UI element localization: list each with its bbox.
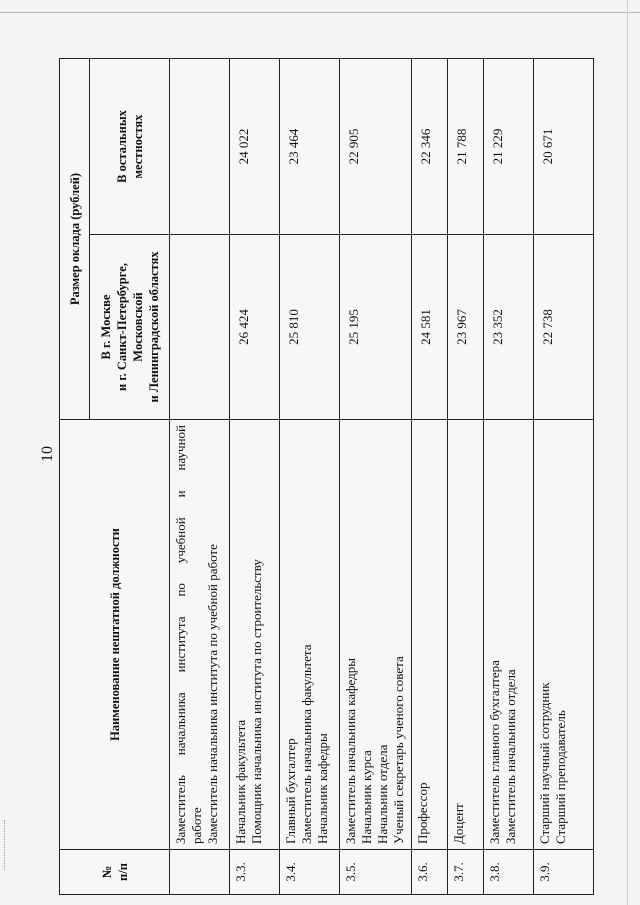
position-title: работе [189, 807, 204, 844]
position-title: Заместитель главного бухгалтера [487, 660, 502, 844]
position-title: Заместитель начальника факультета [299, 644, 314, 844]
position-cell [280, 420, 340, 850]
page-number: 10 [39, 446, 56, 462]
salary-other: 22 346 [412, 59, 448, 235]
salary-other: 20 671 [534, 59, 594, 235]
header-salary-group: Размер оклада (рублей) [60, 59, 90, 420]
table-row [448, 59, 484, 895]
position-cell [340, 420, 412, 850]
row-number: 3.3. [230, 850, 280, 895]
position-title: Помощник начальника института по строительству [249, 559, 264, 844]
position-cell [230, 420, 280, 850]
position-title: Начальник отдела [375, 744, 390, 844]
row-number: 3.6. [412, 850, 448, 895]
row-number: 3.5. [340, 850, 412, 895]
table-row [340, 59, 412, 895]
table-row [230, 59, 280, 895]
position-cell [448, 420, 484, 850]
salary-other: 24 022 [230, 59, 280, 235]
row-number: 3.7. [448, 850, 484, 895]
position-title: Начальник факультета [233, 719, 248, 844]
salary-moscow: 25 810 [280, 235, 340, 420]
scan-artifact [4, 820, 7, 870]
position-title: Заместитель начальника отдела [503, 669, 518, 844]
salary-moscow: 22 738 [534, 235, 594, 420]
header-moscow: В г. Москве и г. Санкт-Петербурге, Московской и Ленинградской областях [90, 235, 170, 420]
salary-moscow [170, 235, 230, 420]
salary-moscow: 25 195 [340, 235, 412, 420]
row-number [170, 850, 230, 895]
salary-moscow: 23 352 [484, 235, 534, 420]
position-title: Главный бухгалтер [283, 738, 298, 844]
position-cell [534, 420, 594, 850]
salary-moscow: 26 424 [230, 235, 280, 420]
table-row [170, 59, 230, 895]
header-other: В остальных местностях [90, 59, 170, 235]
rotated-table-container [59, 59, 640, 882]
table-row [412, 59, 448, 895]
salary-table-wrapper [59, 59, 583, 895]
row-number: 3.9. [534, 850, 594, 895]
position-title: Старший преподаватель [553, 710, 568, 844]
salary-other: 23 464 [280, 59, 340, 235]
position-title: Доцент [451, 803, 466, 844]
salary-other: 21 788 [448, 59, 484, 235]
position-cell [170, 420, 230, 850]
salary-other: 22 905 [340, 59, 412, 235]
header-position: Наименование нештатной должности [60, 420, 170, 850]
position-title: Профессор [415, 782, 430, 844]
position-title: Заместитель начальника института по учебной и научной [173, 425, 188, 844]
position-title: Старший научный сотрудник [537, 682, 552, 844]
table-row [534, 59, 594, 895]
salary-other [170, 59, 230, 235]
table-body [170, 59, 594, 895]
row-number: 3.8. [484, 850, 534, 895]
position-title: Ученый секретарь ученого совета [391, 656, 406, 844]
salary-table [59, 58, 594, 895]
position-cell [412, 420, 448, 850]
salary-moscow: 24 581 [412, 235, 448, 420]
page-edge-top [0, 12, 640, 13]
header-number: № п/п [60, 850, 170, 895]
position-title: Заместитель начальника кафедры [343, 658, 358, 844]
position-title: Заместитель начальника института по учебной работе [205, 544, 220, 844]
table-row [280, 59, 340, 895]
salary-other: 21 229 [484, 59, 534, 235]
position-cell [484, 420, 534, 850]
position-title: Начальник кафедры [315, 733, 330, 844]
position-title: Начальник курса [359, 750, 374, 844]
table-row [484, 59, 534, 895]
salary-moscow: 23 967 [448, 235, 484, 420]
row-number: 3.4. [280, 850, 340, 895]
